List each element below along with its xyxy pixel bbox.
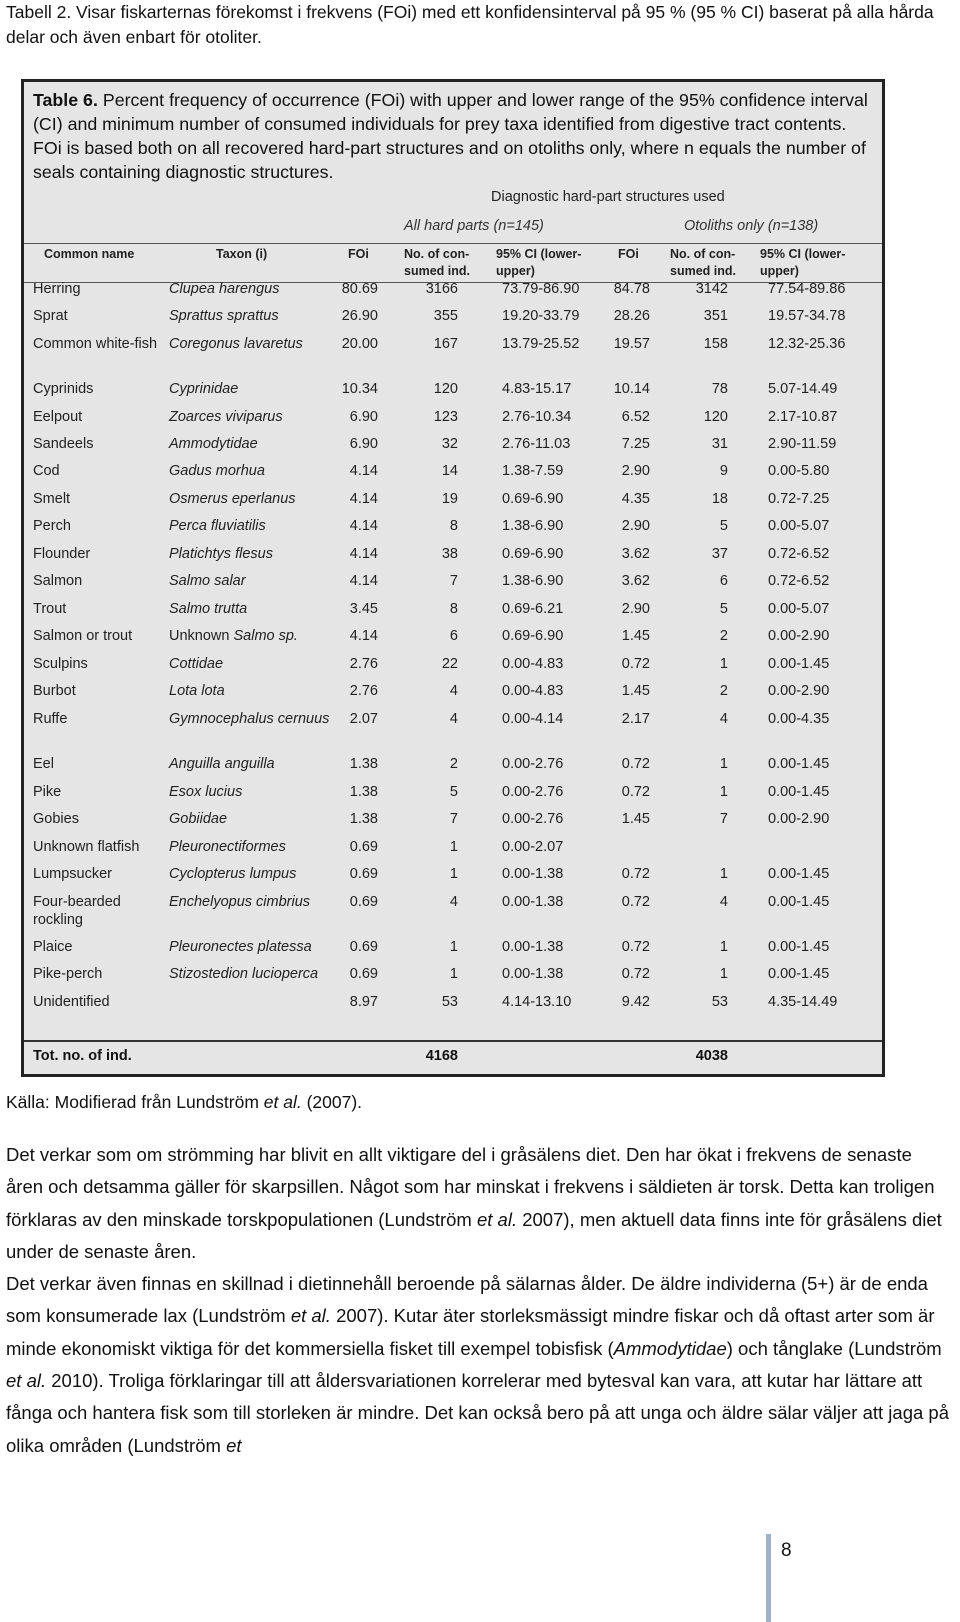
taxon-cell	[169, 627, 344, 645]
ci-all-cell: 1.38-6.90	[502, 518, 564, 534]
ci-otoliths-cell: 0.00-5.07	[768, 518, 830, 534]
ci-all-cell: 0.69-6.90	[502, 628, 564, 644]
taxon-cell: Anguilla anguilla	[169, 756, 275, 772]
fo-otoliths-cell: 2.90	[621, 601, 650, 617]
consumed-all-cell: 1	[449, 839, 458, 855]
total-rule	[24, 1040, 882, 1042]
fo-all-cell: 2.76	[349, 656, 378, 672]
ci-all-cell: 1.38-7.59	[502, 463, 564, 479]
taxon-cell: Zoarces viviparus	[169, 409, 283, 425]
common-name-cell: Cod	[33, 463, 60, 479]
taxon-cell: Clupea harengus	[169, 281, 280, 297]
consumed-otoliths-cell: 3142	[695, 281, 728, 297]
ci-all-cell: 0.69-6.90	[502, 546, 564, 562]
ci-all-cell: 0.00-2.07	[502, 839, 564, 855]
col-header-ci2: 95% CI (lower-upper)	[760, 247, 846, 278]
p2-part-b: 2007). Kutar äter storleksmässigt mindre fiskar och då oftast arter som är minde ekonomiskt viktiga för det kommersiella fisket till exempel tobisfisk (	[6, 1305, 935, 1359]
consumed-otoliths-cell: 1	[719, 756, 728, 772]
p2-part-e: 2010). Troliga förklaringar till att åldersvariationen korrelerar med bytesval kan vara, att kutar har lättare att fånga och hantera fisk som till storleken är mindre. Det kan också bero på att unga och äldre sälar väljer att jaga på olika områden (Lundström	[6, 1370, 949, 1456]
diagnostic-header: Diagnostic hard-part structures used	[491, 189, 725, 205]
ci-otoliths-cell: 0.00-2.90	[768, 628, 830, 644]
source-etal: et al.	[263, 1092, 302, 1112]
ci-otoliths-cell: 0.00-1.45	[768, 939, 830, 955]
fo-all-cell: 3.45	[349, 601, 378, 617]
taxon-cell: Platichtys flesus	[169, 546, 273, 562]
consumed-all-cell: 7	[449, 573, 458, 589]
ci-otoliths-cell: 19.57-34.78	[768, 308, 846, 324]
ci-all-cell: 0.69-6.90	[502, 491, 564, 507]
fo-otoliths-cell: 0.72	[621, 894, 650, 910]
fo-all-cell: 4.14	[349, 628, 378, 644]
col-header-fo2: FOi	[618, 247, 639, 261]
taxon-cell: Gymnocephalus cernuus	[169, 711, 330, 727]
ci-all-cell: 0.00-1.38	[502, 939, 564, 955]
col-header-taxon: Taxon (i)	[216, 247, 268, 261]
fo-all-cell: 1.38	[349, 784, 378, 800]
consumed-all-cell: 167	[433, 336, 458, 352]
p1-part-b: 2007), men aktuell data finns inte för gråsälens diet under de senaste åren.	[6, 1208, 942, 1262]
consumed-otoliths-cell: 2	[719, 628, 728, 644]
ci-otoliths-cell: 0.00-1.45	[768, 966, 830, 982]
fo-otoliths-cell: 1.45	[621, 811, 650, 827]
fo-all-cell: 6.90	[349, 436, 378, 452]
common-name-cell: Sandeels	[33, 436, 94, 452]
fo-otoliths-cell: 0.72	[621, 866, 650, 882]
common-name-cell: Pike	[33, 784, 62, 800]
p2-part-d: ) och tånglake (Lundström	[726, 1337, 942, 1359]
common-name-cell: Smelt	[33, 491, 71, 507]
total-all: 4168	[425, 1048, 458, 1064]
fo-otoliths-cell: 0.72	[621, 784, 650, 800]
consumed-otoliths-cell: 1	[719, 966, 728, 982]
source-prefix: Källa: Modifierad från Lundström	[6, 1092, 264, 1112]
taxon-cell: Enchelyopus cimbrius	[169, 894, 311, 910]
fo-otoliths-cell: 0.72	[621, 656, 650, 672]
fo-otoliths-cell: 2.90	[621, 518, 650, 534]
common-name-cell: Four-bearded rockling	[33, 894, 121, 928]
consumed-all-cell: 1	[449, 866, 458, 882]
p2-etal-1: et al.	[290, 1305, 331, 1327]
fo-otoliths-cell: 3.62	[621, 573, 650, 589]
fo-otoliths-cell: 0.72	[621, 966, 650, 982]
col-header-no1: No. of con-sumed ind.	[404, 247, 470, 278]
ci-otoliths-cell: 0.72-6.52	[768, 546, 830, 562]
table-title	[33, 88, 873, 184]
consumed-otoliths-cell: 37	[711, 546, 728, 562]
fo-otoliths-cell: 6.52	[621, 409, 650, 425]
taxon-cell: Cyclopterus lumpus	[169, 866, 297, 882]
fo-all-cell: 0.69	[349, 939, 378, 955]
ci-all-cell: 0.00-2.76	[502, 756, 564, 772]
ci-otoliths-cell: 0.00-5.80	[768, 463, 830, 479]
fo-otoliths-cell: 28.26	[613, 308, 650, 324]
consumed-all-cell: 2	[449, 756, 458, 772]
consumed-all-cell: 6	[449, 628, 458, 644]
table-title-label: Table 6.	[33, 90, 98, 110]
consumed-all-cell: 4	[449, 894, 458, 910]
ci-otoliths-cell: 0.00-1.45	[768, 784, 830, 800]
consumed-all-cell: 4	[449, 711, 458, 727]
p1-part-a: Det verkar som om strömming har blivit en allt viktigare del i gråsälens diet. Den har ökat i frekvens de senaste åren och detsamma gäller för skarpsillen. Något som har minskat i frekvens i säldieten är torsk. Detta kan troligen förklaras av den minskade torskpopulationen (Lundström	[6, 1144, 935, 1230]
consumed-all-cell: 8	[449, 601, 458, 617]
fo-all-cell: 1.38	[349, 756, 378, 772]
common-name-cell: Salmon or trout	[33, 628, 133, 644]
consumed-all-cell: 4	[449, 683, 458, 699]
paragraph-2	[6, 1268, 951, 1462]
common-name-cell: Plaice	[33, 939, 73, 955]
p1-etal: et al.	[476, 1208, 518, 1230]
common-name-cell: Lumpsucker	[33, 866, 112, 882]
consumed-all-cell: 38	[441, 546, 458, 562]
source-line	[6, 1092, 362, 1113]
consumed-all-cell: 123	[433, 409, 458, 425]
taxon-cell: Cottidae	[169, 656, 224, 672]
consumed-otoliths-cell: 18	[711, 491, 728, 507]
ci-all-cell: 0.00-1.38	[502, 966, 564, 982]
common-name-cell: Burbot	[33, 683, 76, 699]
ci-all-cell: 0.00-4.14	[502, 711, 564, 727]
consumed-otoliths-cell: 158	[703, 336, 728, 352]
consumed-otoliths-cell: 1	[719, 656, 728, 672]
ci-all-cell: 4.83-15.17	[502, 381, 572, 397]
fo-otoliths-cell: 7.25	[621, 436, 650, 452]
fo-otoliths-cell: 0.72	[621, 939, 650, 955]
fo-all-cell: 0.69	[349, 894, 378, 910]
ci-otoliths-cell: 0.00-5.07	[768, 601, 830, 617]
common-name-cell: Pike-perch	[33, 966, 103, 982]
total-label: Tot. no. of ind.	[33, 1048, 132, 1064]
taxon-cell: Sprattus sprattus	[169, 308, 279, 324]
taxon-cell: Ammodytidae	[169, 436, 258, 452]
consumed-all-cell: 19	[441, 491, 458, 507]
consumed-all-cell: 7	[449, 811, 458, 827]
fo-otoliths-cell: 1.45	[621, 628, 650, 644]
ci-all-cell: 73.79-86.90	[502, 281, 580, 297]
ci-otoliths-cell: 0.00-1.45	[768, 656, 830, 672]
consumed-otoliths-cell: 351	[703, 308, 728, 324]
fo-all-cell: 4.14	[349, 491, 378, 507]
consumed-all-cell: 22	[441, 656, 458, 672]
fo-all-cell: 2.76	[349, 683, 378, 699]
taxon-cell: Salmo salar	[169, 573, 246, 589]
group-header-all: All hard parts (n=145)	[404, 218, 544, 234]
consumed-otoliths-cell: 9	[719, 463, 728, 479]
total-otoliths: 4038	[695, 1048, 728, 1064]
fo-all-cell: 4.14	[349, 518, 378, 534]
consumed-all-cell: 14	[441, 463, 458, 479]
fo-all-cell: 8.97	[349, 994, 378, 1010]
ci-otoliths-cell: 12.32-25.36	[768, 336, 846, 352]
fo-all-cell: 0.69	[349, 866, 378, 882]
ci-otoliths-cell: 0.00-1.45	[768, 756, 830, 772]
common-name-cell: Salmon	[33, 573, 83, 589]
taxon-cell: Perca fluviatilis	[169, 518, 266, 534]
consumed-otoliths-cell: 5	[719, 601, 728, 617]
common-name-cell: Sprat	[33, 308, 68, 324]
taxon-cell: Cyprinidae	[169, 381, 239, 397]
ci-otoliths-cell: 0.00-1.45	[768, 866, 830, 882]
fo-all-cell: 20.00	[341, 336, 378, 352]
common-name-cell: Sculpins	[33, 656, 88, 672]
ci-all-cell: 1.38-6.90	[502, 573, 564, 589]
consumed-otoliths-cell: 31	[711, 436, 728, 452]
consumed-all-cell: 1	[449, 966, 458, 982]
ci-otoliths-cell: 0.00-4.35	[768, 711, 830, 727]
ci-otoliths-cell: 2.17-10.87	[768, 409, 838, 425]
ci-otoliths-cell: 2.90-11.59	[768, 436, 837, 452]
fo-otoliths-cell: 1.45	[621, 683, 650, 699]
paragraph-1	[6, 1139, 951, 1268]
data-table	[21, 79, 885, 1077]
table-title-text: Percent frequency of occurrence (FOi) with upper and lower range of the 95% confidence interval (CI) and minimum number of consumed individuals for prey taxa identified from digestive tract contents. FOi is based both on all recovered hard-part structures and on otoliths only, where n equals the number of seals containing diagnostic structures.	[33, 90, 868, 182]
fo-all-cell: 4.14	[349, 546, 378, 562]
fo-all-cell: 6.90	[349, 409, 378, 425]
fo-otoliths-cell: 4.35	[621, 491, 650, 507]
consumed-all-cell: 120	[433, 381, 458, 397]
taxon-cell: Coregonus lavaretus	[169, 336, 303, 352]
common-name-cell: Perch	[33, 518, 71, 534]
ci-all-cell: 0.00-2.76	[502, 784, 564, 800]
common-name-cell: Gobies	[33, 811, 79, 827]
taxon-cell: Salmo trutta	[169, 601, 248, 617]
fo-all-cell: 26.90	[341, 308, 378, 324]
fo-all-cell: 4.14	[349, 463, 378, 479]
taxon-cell: Pleuronectes platessa	[169, 939, 312, 955]
col-header-common: Common name	[44, 247, 135, 261]
consumed-otoliths-cell: 53	[711, 994, 728, 1010]
fo-all-cell: 1.38	[349, 811, 378, 827]
consumed-otoliths-cell: 4	[719, 894, 728, 910]
col-header-no2: No. of con-sumed ind.	[670, 247, 736, 278]
p2-part-a: Det verkar även finnas en skillnad i dietinnehåll beroende på sälarnas ålder. De äldre individerna (5+) är de enda som konsumerade lax (Lundström	[6, 1273, 928, 1327]
consumed-all-cell: 5	[449, 784, 458, 800]
common-name-cell: Common white-fish	[33, 336, 158, 352]
body-text	[6, 1139, 951, 1462]
ci-otoliths-cell: 77.54-89.86	[768, 281, 846, 297]
fo-otoliths-cell: 10.14	[613, 381, 650, 397]
taxon-cell: Stizostedion lucioperca	[169, 966, 319, 982]
ci-all-cell: 2.76-10.34	[502, 409, 572, 425]
consumed-otoliths-cell: 78	[711, 381, 728, 397]
common-name-cell: Unidentified	[33, 994, 110, 1010]
fo-otoliths-cell: 0.72	[621, 756, 650, 772]
common-name-cell: Unknown flatfish	[33, 839, 140, 855]
common-name-cell: Flounder	[33, 546, 91, 562]
ci-all-cell: 0.00-2.76	[502, 811, 564, 827]
ci-otoliths-cell: 5.07-14.49	[768, 381, 838, 397]
taxon-cell: Lota lota	[169, 683, 225, 699]
col-header-fo1: FOi	[348, 247, 369, 261]
ci-otoliths-cell: 0.72-7.25	[768, 491, 830, 507]
fo-all-cell: 4.14	[349, 573, 378, 589]
consumed-otoliths-cell: 6	[719, 573, 728, 589]
consumed-otoliths-cell: 5	[719, 518, 728, 534]
fo-otoliths-cell: 2.17	[621, 711, 650, 727]
taxon-cell: Gadus morhua	[169, 463, 265, 479]
fo-otoliths-cell: 2.90	[621, 463, 650, 479]
consumed-otoliths-cell: 1	[719, 784, 728, 800]
fo-all-cell: 10.34	[341, 381, 378, 397]
taxon-cell: Esox lucius	[169, 784, 243, 800]
consumed-otoliths-cell: 2	[719, 683, 728, 699]
col-header-ci1: 95% CI (lower-upper)	[496, 247, 582, 278]
fo-otoliths-cell: 3.62	[621, 546, 650, 562]
header-rule-top	[24, 243, 882, 244]
consumed-otoliths-cell: 1	[719, 866, 728, 882]
p2-ammodytidae: Ammodytidae	[613, 1337, 727, 1359]
taxon-cell: Osmerus eperlanus	[169, 491, 296, 507]
consumed-otoliths-cell: 4	[719, 711, 728, 727]
taxon-name: Salmo sp.	[233, 628, 298, 644]
consumed-all-cell: 1	[449, 939, 458, 955]
consumed-all-cell: 8	[449, 518, 458, 534]
group-header-otoliths: Otoliths only (n=138)	[684, 218, 819, 234]
ci-all-cell: 0.00-4.83	[502, 683, 564, 699]
fo-all-cell: 0.69	[349, 966, 378, 982]
consumed-all-cell: 32	[441, 436, 458, 452]
ci-all-cell: 2.76-11.03	[502, 436, 571, 452]
common-name-cell: Ruffe	[33, 711, 68, 727]
ci-otoliths-cell: 0.72-6.52	[768, 573, 830, 589]
table-caption: Tabell 2. Visar fiskarternas förekomst i frekvens (FOi) med ett konfidensinterval på 95 % (95 % CI) baserat på alla hårda delar och även enbart för otoliter.	[6, 2, 934, 47]
p2-etal-2: et al.	[6, 1370, 47, 1392]
consumed-all-cell: 53	[441, 994, 458, 1010]
ci-otoliths-cell: 0.00-2.90	[768, 811, 830, 827]
page-number-bar	[766, 1534, 771, 1622]
consumed-otoliths-cell: 120	[703, 409, 728, 425]
source-suffix: (2007).	[301, 1092, 363, 1112]
ci-all-cell: 13.79-25.52	[502, 336, 580, 352]
consumed-all-cell: 3166	[425, 281, 458, 297]
common-name-cell: Eel	[33, 756, 54, 772]
ci-otoliths-cell: 0.00-2.90	[768, 683, 830, 699]
ci-otoliths-cell: 0.00-1.45	[768, 894, 830, 910]
ci-all-cell: 0.69-6.21	[502, 601, 564, 617]
fo-otoliths-cell: 84.78	[613, 281, 650, 297]
taxon-prefix: Unknown	[169, 628, 234, 644]
fo-otoliths-cell: 19.57	[613, 336, 650, 352]
common-name-cell: Cyprinids	[33, 381, 94, 397]
consumed-otoliths-cell: 7	[719, 811, 728, 827]
common-name-cell: Eelpout	[33, 409, 83, 425]
common-name-cell: Herring	[33, 281, 81, 297]
common-name-cell: Trout	[33, 601, 67, 617]
fo-all-cell: 80.69	[341, 281, 378, 297]
fo-all-cell: 2.07	[349, 711, 378, 727]
fo-otoliths-cell: 9.42	[621, 994, 650, 1010]
ci-all-cell: 4.14-13.10	[502, 994, 572, 1010]
consumed-otoliths-cell: 1	[719, 939, 728, 955]
taxon-cell: Pleuronectiformes	[169, 839, 286, 855]
ci-all-cell: 19.20-33.79	[502, 308, 580, 324]
fo-all-cell: 0.69	[349, 839, 378, 855]
consumed-all-cell: 355	[433, 308, 458, 324]
page-number: 8	[781, 1540, 792, 1561]
taxon-cell: Gobiidae	[169, 811, 228, 827]
ci-otoliths-cell: 4.35-14.49	[768, 994, 838, 1010]
ci-all-cell: 0.00-4.83	[502, 656, 564, 672]
ci-all-cell: 0.00-1.38	[502, 894, 564, 910]
ci-all-cell: 0.00-1.38	[502, 866, 564, 882]
p2-et: et	[226, 1434, 242, 1456]
